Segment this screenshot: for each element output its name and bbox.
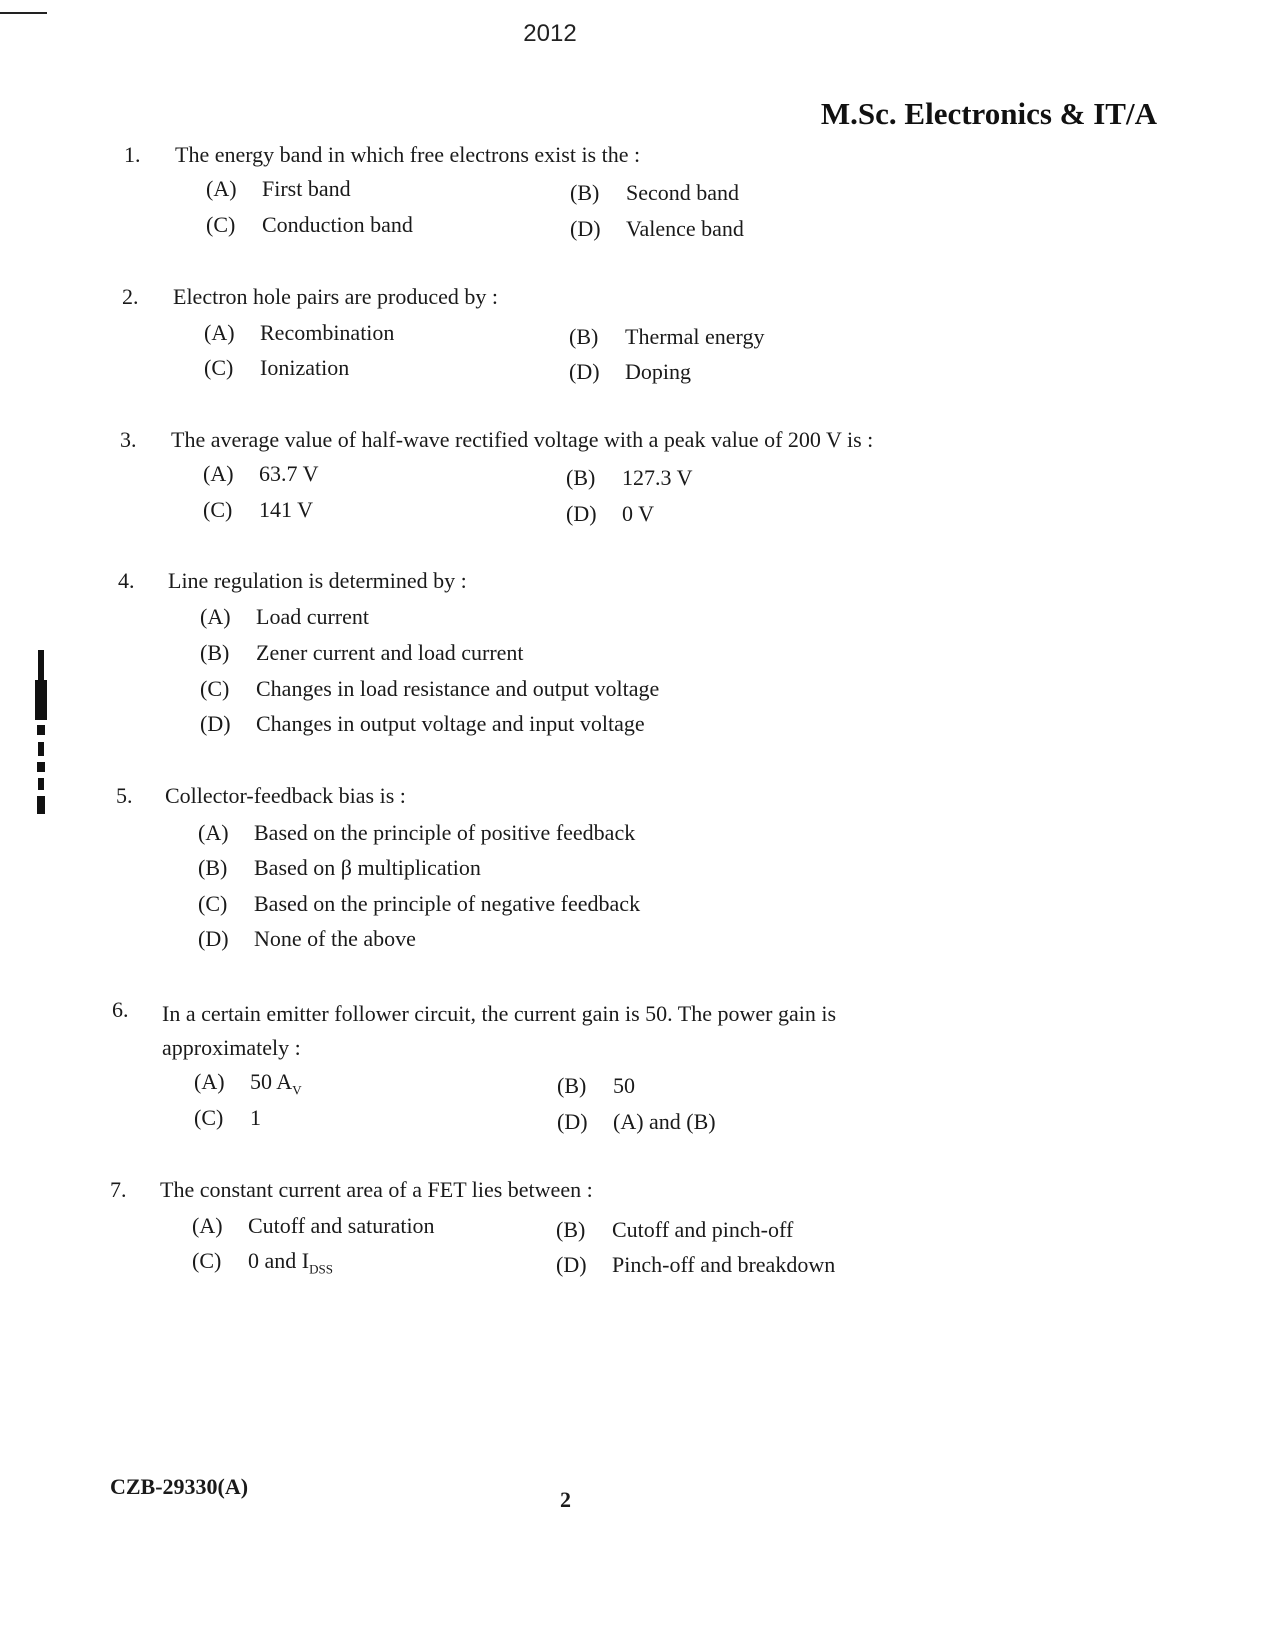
- option-d: [570, 216, 744, 242]
- option-text: 141 V: [259, 497, 313, 522]
- option-text: Ionization: [260, 355, 350, 380]
- option-label: (D): [200, 711, 231, 736]
- option-text: Pinch-off and breakdown: [612, 1252, 836, 1277]
- option-a: [206, 176, 351, 202]
- option-b: [557, 1073, 635, 1099]
- option-subscript: DSS: [309, 1261, 333, 1277]
- option-label: (A): [204, 320, 235, 345]
- option-label: (A): [203, 461, 234, 486]
- question-number: 1.: [124, 142, 141, 167]
- option-label: (B): [198, 855, 228, 880]
- option-text: 50: [613, 1073, 635, 1098]
- option-label: (C): [192, 1248, 222, 1273]
- option-c: [198, 891, 640, 917]
- question-number: 7.: [110, 1177, 127, 1202]
- option-text: Thermal energy: [625, 324, 765, 349]
- option-label: (A): [194, 1069, 225, 1094]
- option-text: 63.7 V: [259, 461, 319, 486]
- option-label: (A): [206, 176, 237, 201]
- question-number: 2.: [122, 284, 139, 309]
- question-number: 4.: [118, 568, 135, 593]
- option-d: [198, 926, 416, 952]
- option-text: Based on β multiplication: [254, 855, 481, 880]
- option-label: (A): [200, 604, 231, 629]
- option-b: [569, 324, 764, 350]
- option-a: [198, 820, 635, 846]
- option-c: [194, 1105, 261, 1131]
- option-text: 1: [250, 1105, 261, 1130]
- option-d: [569, 359, 691, 385]
- option-text: Load current: [256, 604, 369, 629]
- option-a: [203, 461, 319, 487]
- option-label: (D): [566, 501, 597, 526]
- option-text: Changes in output voltage and input voltage: [256, 711, 645, 736]
- option-b: [566, 465, 693, 491]
- question-number: 3.: [120, 427, 137, 452]
- option-text: Zener current and load current: [256, 640, 524, 665]
- option-label: (D): [569, 359, 600, 384]
- option-a: [194, 1069, 302, 1098]
- option-label: (B): [566, 465, 596, 490]
- option-text: (A) and (B): [613, 1109, 716, 1134]
- option-c: [204, 355, 349, 381]
- option-text: First band: [262, 176, 351, 201]
- option-c: [192, 1248, 333, 1277]
- question-text: Collector-feedback bias is :: [165, 783, 406, 808]
- option-b: [198, 855, 481, 881]
- corner-rule: [0, 12, 47, 14]
- subject-title: M.Sc. Electronics & IT/A: [820, 96, 1157, 131]
- question-number: 6.: [112, 997, 129, 1022]
- question-text: Electron hole pairs are produced by :: [173, 284, 498, 309]
- option-label: (B): [557, 1073, 587, 1098]
- option-label: (D): [570, 216, 601, 241]
- option-text: None of the above: [254, 926, 416, 951]
- question-number: 5.: [116, 783, 133, 808]
- question-text: The average value of half-wave rectified voltage with a peak value of 200 V is :: [171, 427, 874, 452]
- option-text: 0 V: [622, 501, 654, 526]
- option-label: (B): [556, 1217, 586, 1242]
- option-d: [200, 711, 645, 737]
- option-a: [204, 320, 394, 346]
- option-text: Conduction band: [262, 212, 413, 237]
- question-text: The energy band in which free electrons exist is the :: [175, 142, 641, 167]
- option-text: Based on the principle of positive feedback: [254, 820, 636, 845]
- option-label: (B): [569, 324, 599, 349]
- option-c: [200, 676, 659, 702]
- paper-code: CZB-29330(A): [110, 1474, 249, 1499]
- option-d: [556, 1252, 835, 1278]
- option-label: (C): [194, 1105, 224, 1130]
- binder-mark-icon: [32, 650, 50, 815]
- option-label: (D): [198, 926, 229, 951]
- question-text: Line regulation is determined by :: [168, 568, 467, 593]
- option-label: (B): [200, 640, 230, 665]
- question-text: In a certain emitter follower circuit, the current gain is 50. The power gain is approximately :: [162, 1001, 837, 1060]
- option-d: [566, 501, 654, 527]
- option-label: (B): [570, 180, 600, 205]
- option-a: [200, 604, 369, 630]
- exam-year: 2012: [523, 20, 577, 47]
- option-text: Doping: [625, 359, 691, 384]
- page-number: 2: [560, 1487, 571, 1512]
- option-text: Recombination: [260, 320, 395, 345]
- option-label: (C): [200, 676, 230, 701]
- option-label: (A): [198, 820, 229, 845]
- option-text: Changes in load resistance and output voltage: [256, 676, 660, 701]
- option-c: [203, 497, 313, 523]
- option-label: (C): [203, 497, 233, 522]
- option-a: [192, 1213, 435, 1239]
- option-label: (C): [198, 891, 228, 916]
- option-text: Second band: [626, 180, 740, 205]
- option-b: [200, 640, 524, 666]
- option-label: (C): [204, 355, 234, 380]
- option-label: (D): [557, 1109, 588, 1134]
- option-d: [557, 1109, 716, 1135]
- option-label: (D): [556, 1252, 587, 1277]
- option-c: [206, 212, 413, 238]
- option-text: Cutoff and pinch-off: [612, 1217, 794, 1242]
- question-text: The constant current area of a FET lies between :: [160, 1177, 593, 1202]
- option-text: Based on the principle of negative feedback: [254, 891, 641, 916]
- option-text: Valence band: [626, 216, 744, 241]
- option-label: (A): [192, 1213, 223, 1238]
- option-subscript: V: [292, 1082, 302, 1098]
- option-text: Cutoff and saturation: [248, 1213, 435, 1238]
- option-text: 127.3 V: [622, 465, 693, 490]
- option-text: 50 A: [250, 1069, 293, 1094]
- option-label: (C): [206, 212, 236, 237]
- option-text: 0 and I: [248, 1248, 310, 1273]
- option-b: [556, 1217, 793, 1243]
- option-b: [570, 180, 739, 206]
